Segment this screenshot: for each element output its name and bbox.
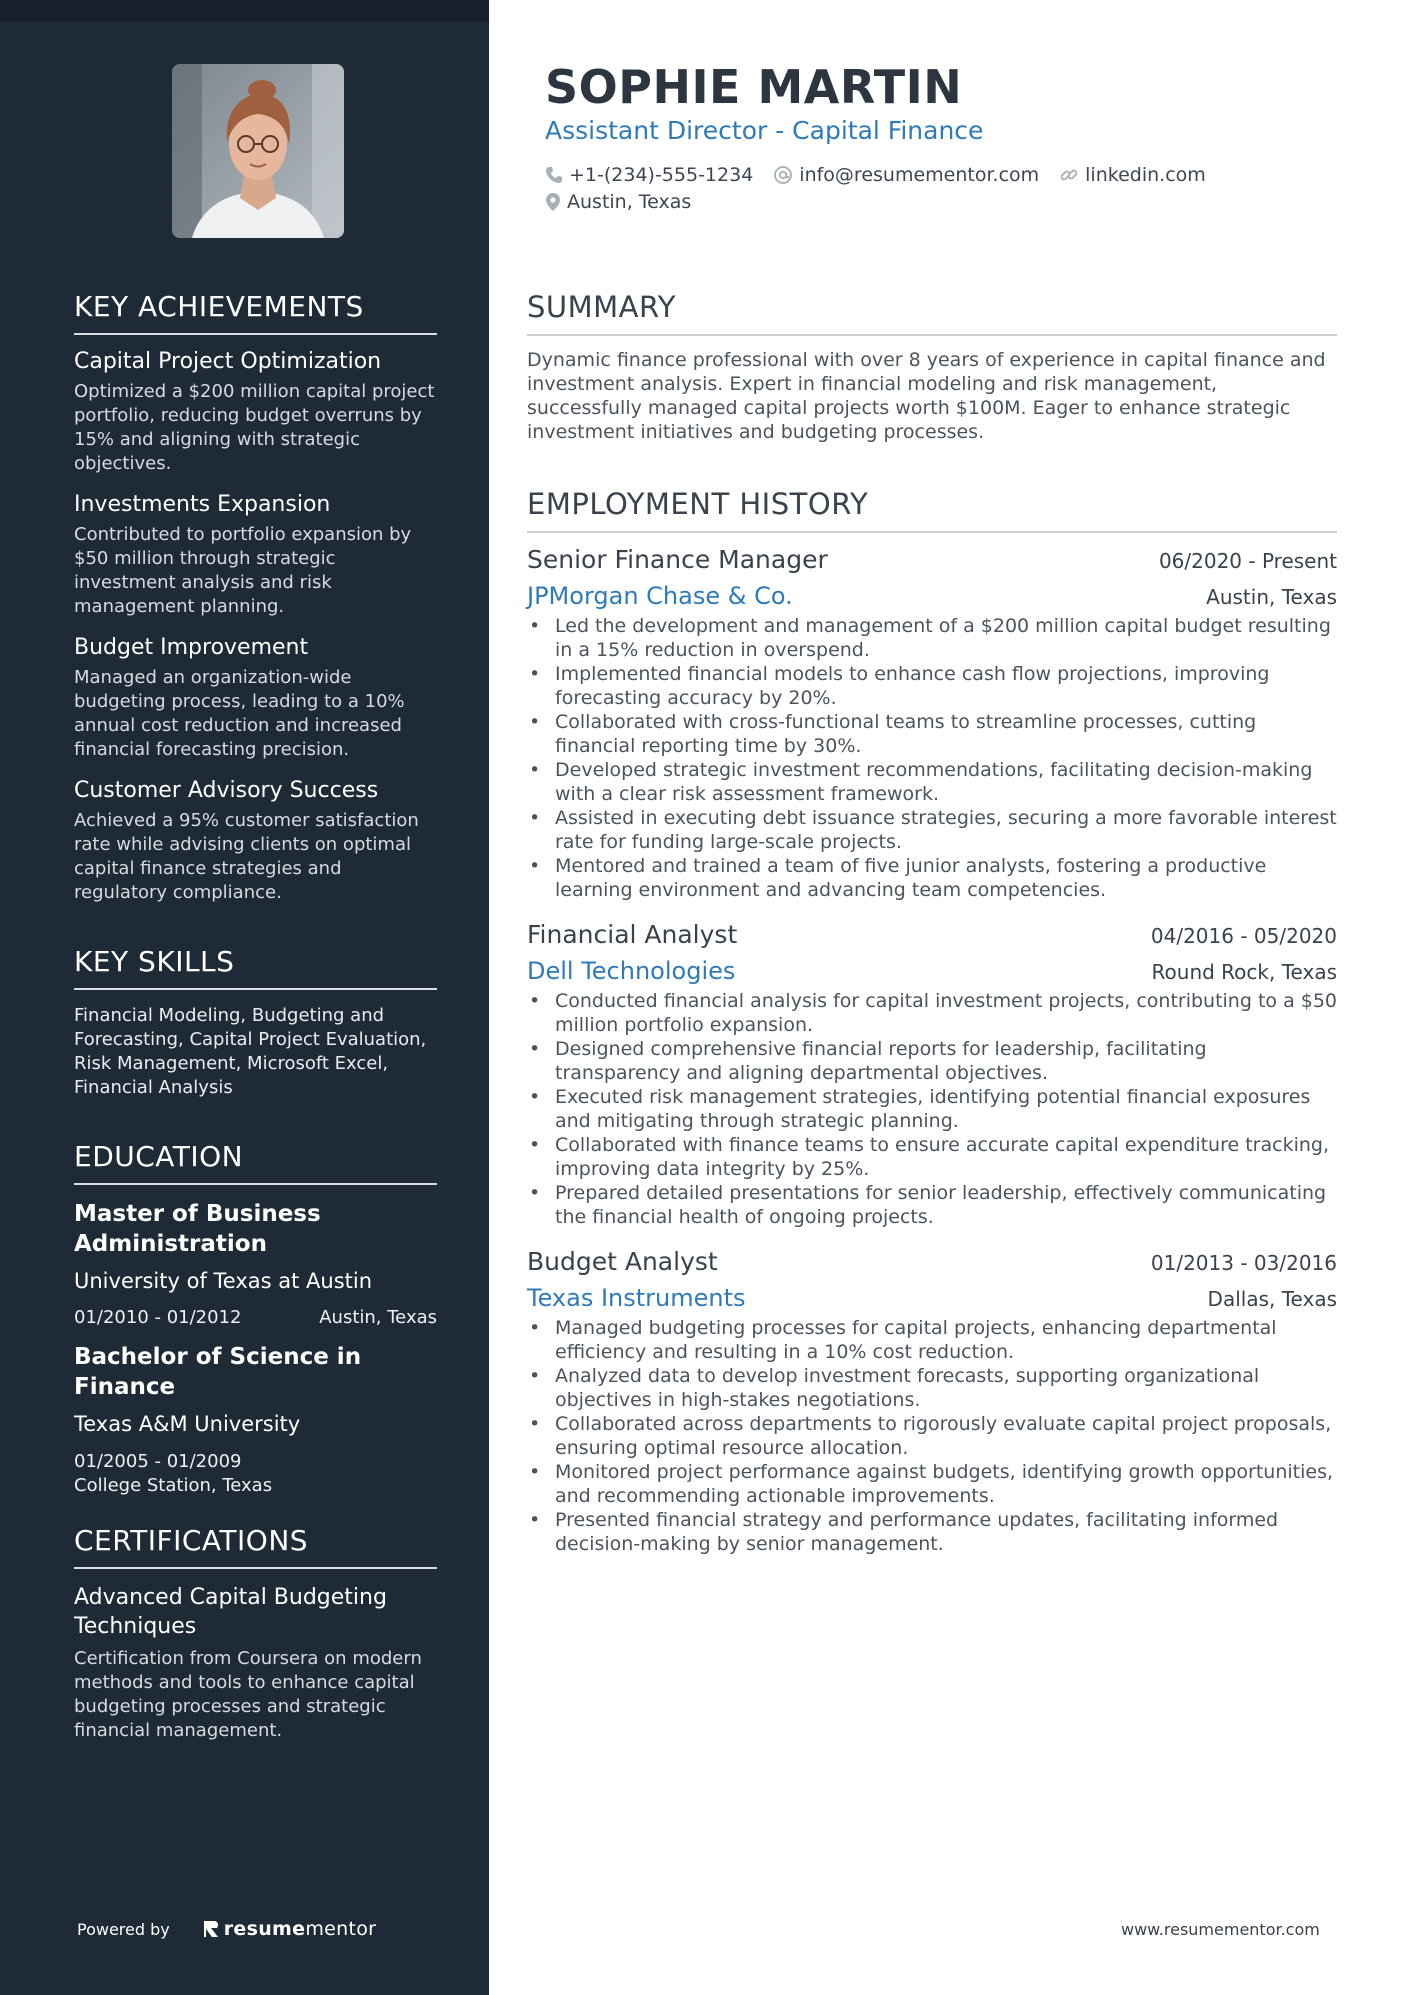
profile-photo [172, 64, 344, 238]
achievement-title: Budget Improvement [74, 635, 309, 660]
contact-linkedin[interactable] [1059, 164, 1206, 186]
achievement-desc: Contributed to portfolio expansion by $50 million through strategic investment analysis and risk management planning. [74, 524, 412, 617]
job-bullets [527, 989, 1337, 1229]
skills-text: Financial Modeling, Budgeting and Forecasting, Capital Project Evaluation, Risk Management, Microsoft Excel, Financial Analysis [74, 1005, 427, 1098]
job-bullet: • Monitored project performance against budgets, identifying growth opportunities, and recommending actionable improvements. [527, 1460, 1337, 1508]
achievement-title: Customer Advisory Success [74, 778, 379, 803]
job-bullet: • Mentored and trained a team of five junior analysts, fostering a productive learning environment and advancing team competencies. [527, 854, 1337, 902]
education-dates: 01/2005 - 01/2009 [74, 1451, 242, 1472]
contact-row [545, 164, 1226, 186]
contact-email[interactable] [773, 164, 1039, 186]
skills-heading: KEY SKILLS [74, 945, 437, 990]
achievements-heading: KEY ACHIEVEMENTS [74, 290, 437, 335]
powered-by [77, 1918, 376, 1940]
job-dates: 06/2020 - Present [1158, 549, 1337, 573]
job-company: Texas Instruments [527, 1284, 746, 1312]
linkedin-text: linkedin.com [1085, 164, 1206, 186]
job-company-row [527, 1284, 1337, 1312]
contact-location [545, 191, 691, 213]
job-bullets [527, 614, 1337, 902]
employment-section [527, 487, 1337, 1556]
job-entry [527, 1247, 1337, 1556]
summary-heading: SUMMARY [527, 290, 1337, 336]
job-dates: 04/2016 - 05/2020 [1150, 924, 1337, 948]
job-title: Senior Finance Manager [527, 545, 828, 574]
job-bullet: • Conducted financial analysis for capital investment projects, contributing to a $50 million portfolio expansion. [527, 989, 1337, 1037]
job-bullet: • Collaborated with finance teams to ensure accurate capital expenditure tracking, improving data integrity by 25%. [527, 1133, 1337, 1181]
education-school: University of Texas at Austin [74, 1269, 373, 1293]
powered-by-label: Powered by [77, 1919, 170, 1939]
achievement-item [74, 349, 437, 476]
job-bullet: • Collaborated across departments to rigorously evaluate capital project proposals, ensuring optimal resource allocation. [527, 1412, 1337, 1460]
sidebar-content [74, 290, 437, 1759]
job-bullet: • Implemented financial models to enhance cash flow projections, improving forecasting accuracy by 20%. [527, 662, 1337, 710]
job-company: JPMorgan Chase & Co. [527, 582, 793, 610]
education-item [74, 1342, 437, 1498]
job-bullet: • Collaborated with cross-functional teams to streamline processes, cutting financial reporting time by 30%. [527, 710, 1337, 758]
footer-website[interactable]: www.resumementor.com [1121, 1920, 1320, 1939]
job-header [527, 545, 1337, 574]
at-icon [773, 165, 793, 185]
job-bullet: • Prepared detailed presentations for senior leadership, effectively communicating the financial health of ongoing projects. [527, 1181, 1337, 1229]
job-bullet: • Analyzed data to develop investment forecasts, supporting organizational objectives in high-stakes negotiations. [527, 1364, 1337, 1412]
summary-section [527, 290, 1337, 444]
education-degree: Master of Business Administration [74, 1201, 321, 1257]
education-meta [74, 1307, 437, 1328]
job-entry [527, 545, 1337, 902]
profile-photo-illustration [172, 64, 344, 238]
job-bullet: • Designed comprehensive financial reports for leadership, facilitating transparency and aligning departmental objectives. [527, 1037, 1337, 1085]
phone-text: +1-(234)-555-1234 [569, 164, 754, 186]
location-text: Austin, Texas [567, 191, 692, 213]
achievement-desc: Optimized a $200 million capital project portfolio, reducing budget overruns by 15% and aligning with strategic objectives. [74, 381, 435, 474]
education-location: College Station, Texas [74, 1475, 273, 1496]
job-header [527, 920, 1337, 949]
job-location: Dallas, Texas [1207, 1287, 1337, 1311]
job-bullet: • Presented financial strategy and performance updates, facilitating informed decision-making by senior management. [527, 1508, 1337, 1556]
certifications-heading: CERTIFICATIONS [74, 1524, 437, 1569]
job-bullet: • Led the development and management of a $200 million capital budget resulting in a 15% reduction in overspend. [527, 614, 1337, 662]
brand-name-light: mentor [305, 1918, 377, 1940]
sidebar [0, 0, 489, 1995]
link-icon [1059, 165, 1079, 185]
job-title: Financial Analyst [527, 920, 738, 949]
education-degree: Bachelor of Science in Finance [74, 1344, 362, 1400]
achievement-title: Capital Project Optimization [74, 349, 382, 374]
job-company-row [527, 582, 1337, 610]
education-dates: 01/2010 - 01/2012 [74, 1307, 242, 1328]
job-title: Budget Analyst [527, 1247, 718, 1276]
job-bullets [527, 1316, 1337, 1556]
brand-logo[interactable] [202, 1918, 377, 1940]
certification-desc: Certification from Coursera on modern methods and tools to enhance capital budgeting processes and strategic financial management. [74, 1648, 422, 1741]
education-school: Texas A&M University [74, 1412, 301, 1436]
education-location: Austin, Texas [319, 1307, 437, 1328]
achievement-item [74, 635, 437, 762]
education-heading: EDUCATION [74, 1140, 437, 1185]
job-company: Dell Technologies [527, 957, 736, 985]
employment-heading: EMPLOYMENT HISTORY [527, 487, 1337, 533]
brand-name-bold: resume [223, 1918, 306, 1940]
job-bullet: • Assisted in executing debt issuance strategies, securing a more favorable interest rate for funding large-scale projects. [527, 806, 1337, 854]
location-pin-icon [545, 192, 561, 212]
job-bullet: • Developed strategic investment recommendations, facilitating decision-making with a clear risk assessment framework. [527, 758, 1337, 806]
phone-icon [545, 166, 563, 184]
summary-text: Dynamic finance professional with over 8 years of experience in capital finance and investment analysis. Expert in financial modeling and risk management, successfully managed capital projects worth $100M. Eager to enhance strategic investment initiatives and budgeting processes. [527, 349, 1326, 443]
certification-item [74, 1583, 437, 1743]
sidebar-top-bar [0, 0, 489, 22]
job-location: Austin, Texas [1206, 585, 1337, 609]
candidate-title: Assistant Director - Capital Finance [545, 116, 984, 145]
job-entry [527, 920, 1337, 1229]
certification-title: Advanced Capital Budgeting Techniques [74, 1585, 387, 1639]
achievements-list [74, 349, 437, 905]
job-location: Round Rock, Texas [1151, 960, 1337, 984]
candidate-name: SOPHIE MARTIN [545, 60, 963, 114]
contact-row-location [545, 191, 711, 213]
achievement-item [74, 492, 437, 619]
contact-phone[interactable] [545, 164, 753, 186]
achievement-desc: Managed an organization-wide budgeting process, leading to a 10% annual cost reduction and increased financial forecasting precision. [74, 667, 405, 760]
job-dates: 01/2013 - 03/2016 [1150, 1251, 1337, 1275]
achievement-desc: Achieved a 95% customer satisfaction rate while advising clients on optimal capital finance strategies and regulatory compliance. [74, 810, 419, 903]
email-text: info@resumementor.com [799, 164, 1040, 186]
brand-icon [202, 1919, 220, 1939]
achievement-item [74, 778, 437, 905]
job-company-row [527, 957, 1337, 985]
achievement-title: Investments Expansion [74, 492, 331, 517]
job-header [527, 1247, 1337, 1276]
education-item [74, 1199, 437, 1328]
education-meta [74, 1450, 437, 1498]
job-bullet: • Managed budgeting processes for capital projects, enhancing departmental efficiency and resulting in a 10% cost reduction. [527, 1316, 1337, 1364]
job-bullet: • Executed risk management strategies, identifying potential financial exposures and mitigating through strategic planning. [527, 1085, 1337, 1133]
